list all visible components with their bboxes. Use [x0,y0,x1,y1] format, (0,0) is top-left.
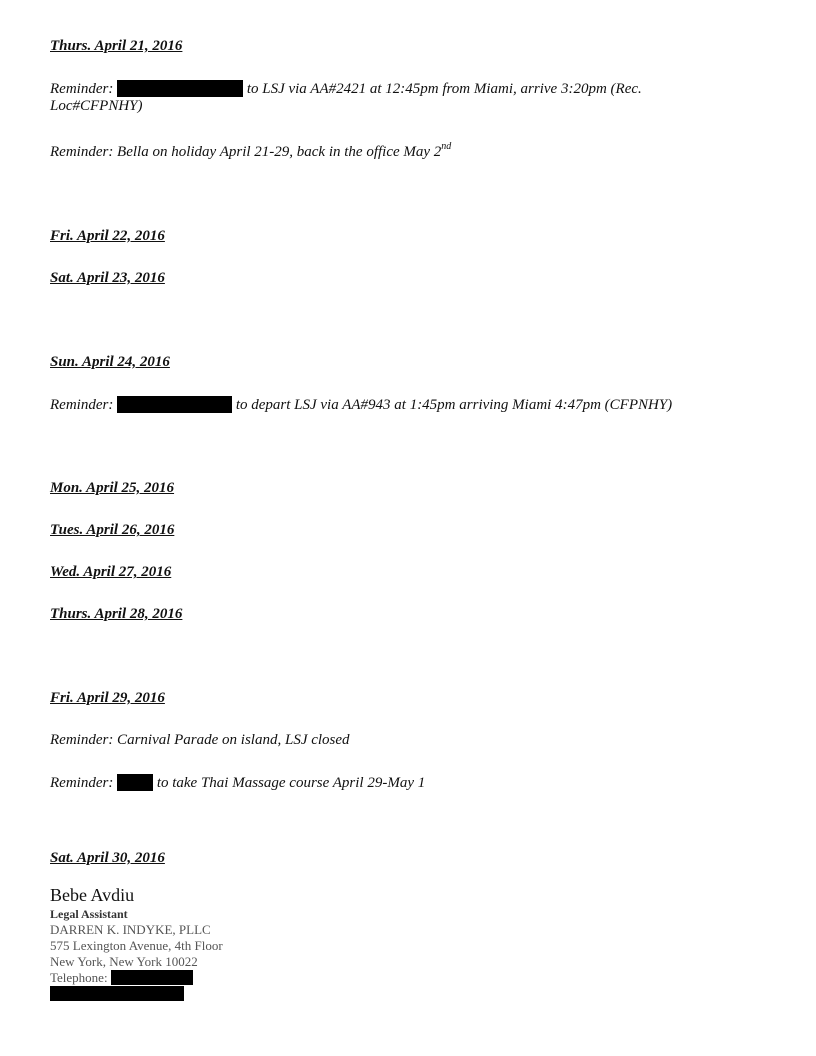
signature-redacted-line [50,986,184,1002]
reminder-text: Reminder: Bella on holiday April 21-29, back in the office May 2 [50,144,442,160]
reminder-label: Reminder: [50,397,114,413]
date-heading: Fri. April 22, 2016 [50,228,165,244]
reminder-line [50,80,642,98]
date-heading: Thurs. April 21, 2016 [50,38,183,54]
date-heading: Thurs. April 28, 2016 [50,606,183,622]
signature-address-line: New York, New York 10022 [50,954,198,969]
reminder-label: Reminder: [50,81,114,97]
redaction-block [50,986,184,1001]
reminder-text: to depart LSJ via AA#943 at 1:45pm arriving Miami 4:47pm (CFPNHY) [235,397,673,413]
redaction-block [111,970,193,985]
reminder-line [50,141,452,161]
date-heading: Wed. April 27, 2016 [50,564,172,580]
date-heading: Sat. April 30, 2016 [50,850,165,866]
date-heading: Tues. April 26, 2016 [50,522,175,538]
reminder-text: to take Thai Massage course April 29-May 1 [156,775,426,791]
ordinal-suffix: nd [441,141,452,152]
date-heading: Fri. April 29, 2016 [50,690,165,706]
date-heading: Mon. April 25, 2016 [50,480,175,496]
signature-telephone [50,970,193,986]
reminder-line-continuation: Loc#CFPNHY) [50,98,143,114]
reminder-line [50,774,425,792]
signature-firm: DARREN K. INDYKE, PLLC [50,922,211,937]
redaction-block [117,774,153,791]
signature-address-line: 575 Lexington Avenue, 4th Floor [50,938,223,953]
reminder-text: to LSJ via AA#2421 at 12:45pm from Miami, arrive 3:20pm (Rec. [246,81,642,97]
reminder-line [50,396,672,414]
telephone-label: Telephone: [50,970,108,985]
reminder-label: Reminder: [50,775,114,791]
reminder-line: Reminder: Carnival Parade on island, LSJ closed [50,732,350,748]
redaction-block [117,80,243,97]
date-heading: Sat. April 23, 2016 [50,270,165,286]
signature-title: Legal Assistant [50,907,128,921]
signature-name: Bebe Avdiu [50,885,135,905]
date-heading: Sun. April 24, 2016 [50,354,170,370]
redaction-block [117,396,232,413]
